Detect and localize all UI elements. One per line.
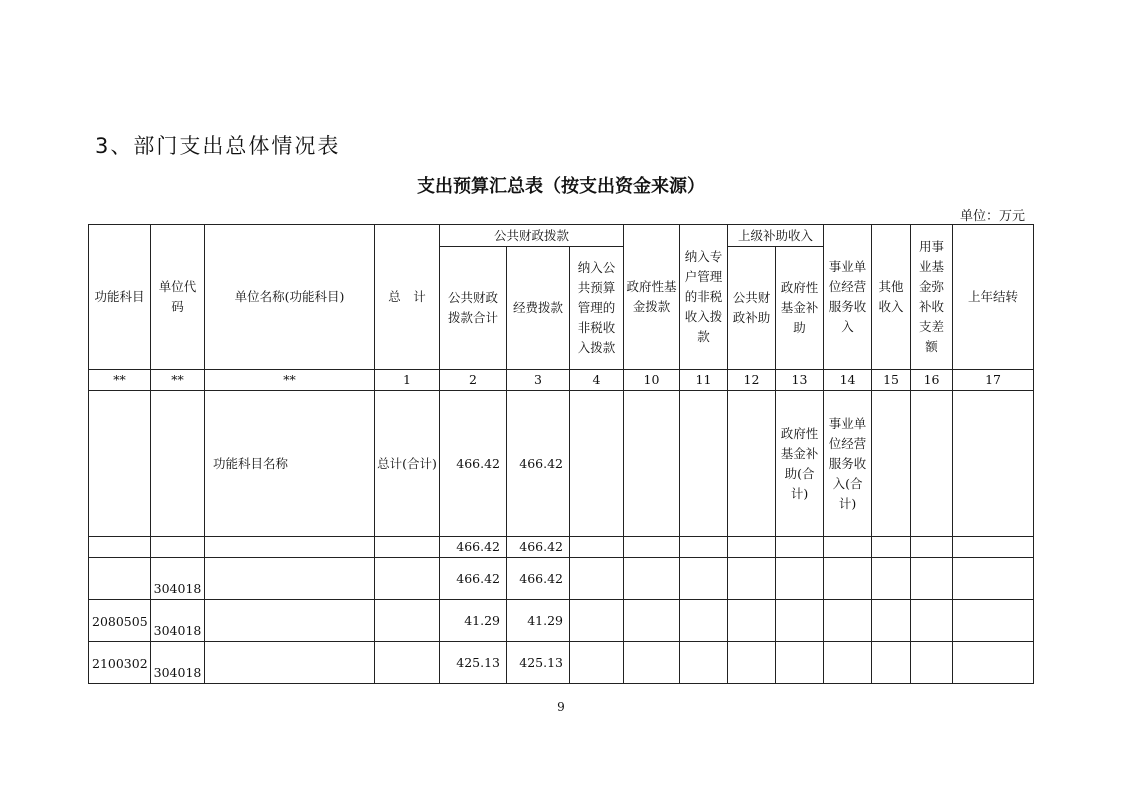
func-code-cell: [89, 537, 151, 558]
public-finance-total-cell: 466.42: [440, 558, 507, 600]
summary-row: [89, 391, 1034, 537]
summary-business-income: 事业单位经营服务收入(合计): [824, 391, 872, 537]
index-cell: **: [151, 370, 205, 391]
header-other-income: 其他收入: [872, 225, 911, 370]
unit-label: 单位：万元: [959, 209, 1025, 224]
index-cell: 12: [728, 370, 776, 391]
index-cell: 3: [507, 370, 570, 391]
header-carryover: 上年结转: [953, 225, 1034, 370]
table-title: 支出预算汇总表（按支出资金来源）: [417, 176, 705, 197]
table-row: [89, 642, 1034, 684]
index-row: [89, 370, 1034, 391]
table-row: [89, 537, 1034, 558]
budget-table: [88, 224, 1034, 684]
funding-cell: 41.29: [507, 600, 570, 642]
summary-funding: 466.42: [507, 391, 570, 537]
header-unit-code: 单位代码: [151, 225, 205, 370]
index-cell: 13: [776, 370, 824, 391]
summary-total: 总计(合计): [375, 391, 440, 537]
public-finance-total-cell: 41.29: [440, 600, 507, 642]
page-number: 9: [557, 700, 565, 714]
header-business-income: 事业单位经营服务收入: [824, 225, 872, 370]
index-cell: 4: [570, 370, 624, 391]
unit-code-cell: 304018: [151, 642, 205, 684]
funding-cell: 466.42: [507, 537, 570, 558]
unit-code-cell: 304018: [151, 558, 205, 600]
index-cell: 16: [911, 370, 953, 391]
summary-public-finance-total: 466.42: [440, 391, 507, 537]
header-public-finance-total: 公共财政拨款合计: [440, 247, 507, 370]
func-code-cell: 2100302: [89, 642, 151, 684]
header-fund-gap: 用事业基金弥补收支差额: [911, 225, 953, 370]
header-gov-fund: 政府性基金拨款: [624, 225, 680, 370]
unit-code-cell: [151, 537, 205, 558]
index-cell: 17: [953, 370, 1034, 391]
header-public-finance: 公共财政拨款: [440, 225, 624, 247]
header-total: 总 计: [375, 225, 440, 370]
header-funding: 经费拨款: [507, 247, 570, 370]
table-row: [89, 558, 1034, 600]
header-gov-fund-subsidy: 政府性基金补助: [776, 247, 824, 370]
header-unit-name: 单位名称(功能科目): [205, 225, 375, 370]
index-cell: 14: [824, 370, 872, 391]
public-finance-total-cell: 466.42: [440, 537, 507, 558]
index-cell: 11: [680, 370, 728, 391]
summary-unit-name: 功能科目名称: [205, 391, 375, 537]
index-cell: 2: [440, 370, 507, 391]
section-title: 3、部门支出总体情况表: [95, 134, 341, 158]
func-code-cell: [89, 558, 151, 600]
index-cell: 1: [375, 370, 440, 391]
header-special-nontax: 纳入专户管理的非税收入拨款: [680, 225, 728, 370]
header-public-finance-subsidy: 公共财政补助: [728, 247, 776, 370]
index-cell: **: [205, 370, 375, 391]
func-code-cell: 2080505: [89, 600, 151, 642]
index-cell: 15: [872, 370, 911, 391]
index-cell: 10: [624, 370, 680, 391]
summary-gov-fund-subsidy: 政府性基金补助(合计): [776, 391, 824, 537]
public-finance-total-cell: 425.13: [440, 642, 507, 684]
header-func-code: 功能科目: [89, 225, 151, 370]
table-row: [89, 600, 1034, 642]
index-cell: **: [89, 370, 151, 391]
funding-cell: 425.13: [507, 642, 570, 684]
unit-code-cell: 304018: [151, 600, 205, 642]
funding-cell: 466.42: [507, 558, 570, 600]
header-nontax: 纳入公共预算管理的非税收入拨款: [570, 247, 624, 370]
header-superior-subsidy: 上级补助收入: [728, 225, 824, 247]
